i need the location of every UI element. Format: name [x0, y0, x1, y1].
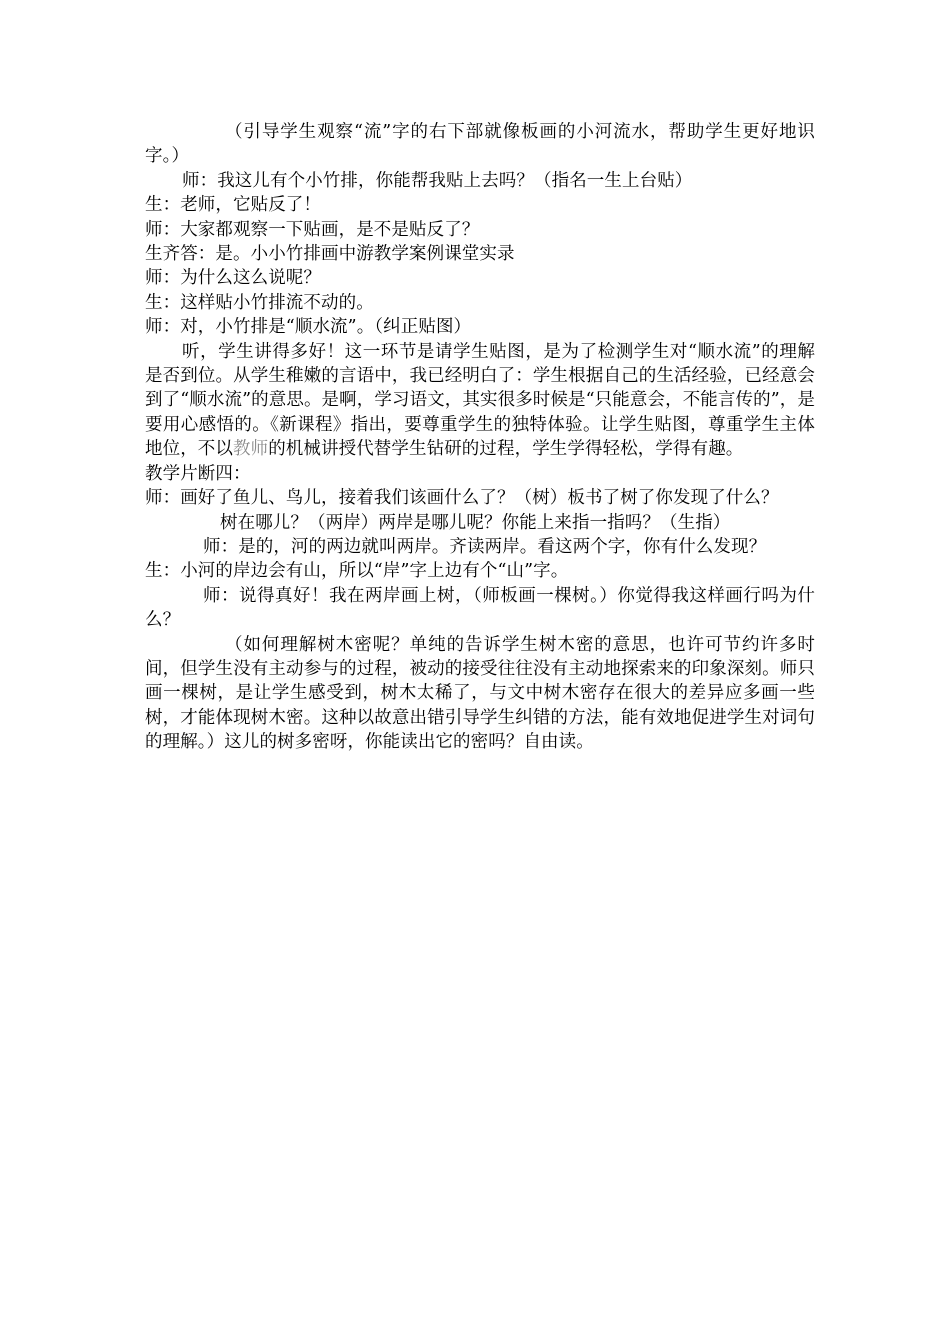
paragraph: 师：我这儿有个小竹排，你能帮我贴上去吗？（指名一生上台贴） [182, 170, 693, 191]
section-heading: 教学片断四： [145, 463, 251, 484]
paragraph: 师：对，小竹排是“顺水流”。（纠正贴图） [145, 317, 472, 338]
paragraph: 师：大家都观察一下贴画，是不是贴反了？ [145, 219, 480, 240]
paragraph: 生：这样贴小竹排流不动的。 [145, 292, 374, 313]
paragraph: （引导学生观察“流”字的右下部就像板画的小河流水，帮助学生更好地识字。） [145, 122, 815, 167]
commentary-text: 的机械讲授代替学生钻研的过程，学生学得轻松，学得有趣。 [268, 439, 744, 460]
paragraph: 生：小河的岸边会有山，所以“岸”字上边有个“山”字。 [145, 561, 569, 582]
commentary-paragraph [145, 340, 815, 462]
paragraph: （如何理解树木密呢？单纯的告诉学生树木密的意思，也许可节约许多时间，但学生没有主动参与的过程，被动的接受往往没有主动地探索来的印象深刻。师只画一棵树，是让学生感受到，树木太稀了，与文中树木密存在很大的差异应多画一些树，才能体现树木密。这种以故意出错引导学生纠错的方法，能有效地促进学生对词句的理解。）这儿的树多密呀，你能读出它的密吗？自由读。 [145, 634, 815, 753]
document-body [145, 120, 815, 755]
paragraph: 师：说得真好！我在两岸画上树，（师板画一棵树。）你觉得我这样画行吗为什么？ [145, 585, 815, 631]
paragraph: 师：为什么这么说呢？ [145, 268, 321, 289]
paragraph: 生：老师，它贴反了！ [145, 195, 321, 216]
paragraph: 树在哪儿？（两岸）两岸是哪儿呢？你能上来指一指吗？（生指） [220, 512, 731, 533]
paragraph: 师：是的，河的两边就叫两岸。齐读两岸。看这两个字，你有什么发现？ [203, 536, 767, 557]
commentary-text: 听，学生讲得多好！这一环节是请学生贴图，是为了检测学生对“顺水流”的理解是否到位。从学生稚嫩的言语中，我已经明白了：学生根据自己的生活经验，已经意会到了“顺水流”的意思。是啊，学习语文，其实很多时候是“只能意会，不能言传的”，是要用心感悟的。《新课程》指出，要尊重学生的独特体验。让学生贴图，尊重学生主体地位，不以 [145, 341, 815, 460]
paragraph: 生齐答：是。小小竹排画中游教学案例课堂实录 [145, 244, 515, 265]
teacher-link[interactable]: 教师 [233, 439, 269, 460]
paragraph: 师：画好了鱼儿、鸟儿，接着我们该画什么了？（树）板书了树了你发现了什么？ [145, 488, 779, 509]
